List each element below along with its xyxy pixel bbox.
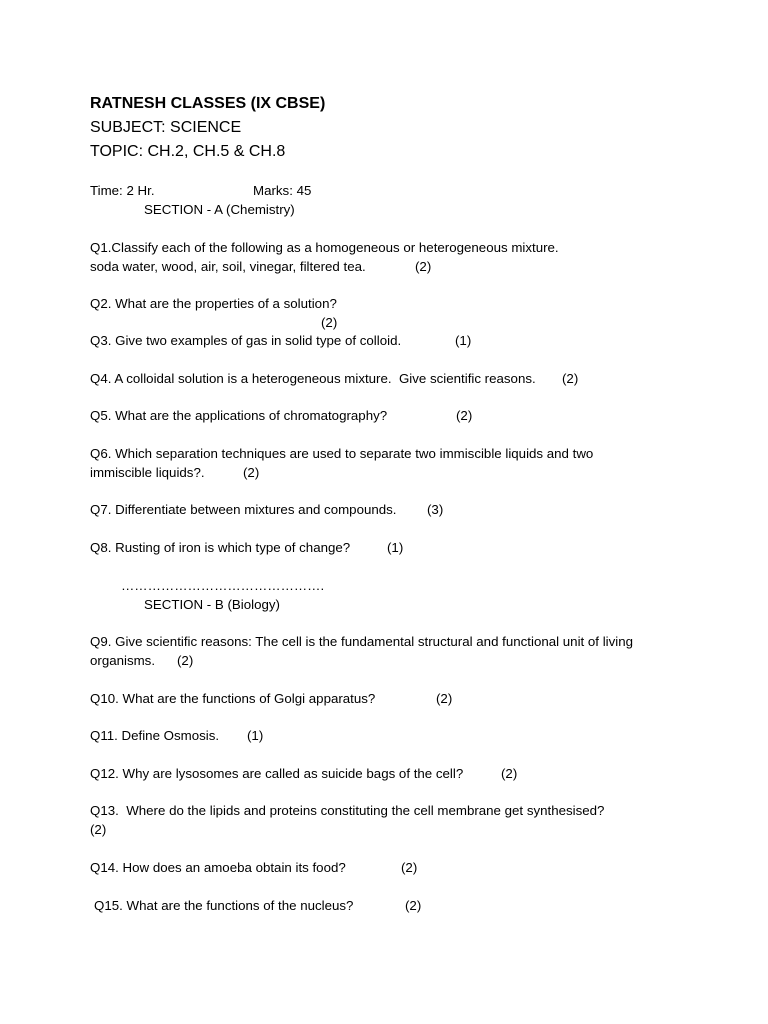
- question-9-line-1: Q9. Give scientific reasons: The cell is the fundamental structural and functional unit of living: [90, 634, 633, 649]
- question-2-marks: (2): [321, 315, 338, 330]
- question-1-marks: (2): [415, 259, 432, 274]
- question-11-text: Q11. Define Osmosis.: [90, 728, 220, 743]
- question-10-marks: (2): [436, 691, 453, 706]
- question-7-marks: (3): [427, 502, 444, 517]
- question-14-marks: (2): [401, 860, 418, 875]
- question-5-marks: (2): [456, 408, 473, 423]
- question-15-marks: (2): [405, 898, 422, 913]
- question-3-marks: (1): [455, 333, 472, 348]
- section-separator: ……………………………………….: [121, 578, 325, 593]
- question-3-text: Q3. Give two examples of gas in solid type of colloid.: [90, 333, 402, 348]
- question-6-marks: (2): [243, 465, 260, 480]
- section-b-heading: SECTION - B (Biology): [144, 597, 280, 612]
- question-12-marks: (2): [501, 766, 518, 781]
- question-10-text: Q10. What are the functions of Golgi apparatus?: [90, 691, 376, 706]
- question-9-marks: (2): [177, 653, 194, 668]
- marks-label: Marks: 45: [253, 183, 312, 198]
- question-13-text: Q13. Where do the lipids and proteins constituting the cell membrane get synthesised?: [90, 803, 605, 818]
- section-a-heading: SECTION - A (Chemistry): [144, 202, 295, 217]
- question-1-line-1: Q1.Classify each of the following as a homogeneous or heterogeneous mixture.: [90, 240, 559, 255]
- question-13-marks: (2): [90, 822, 107, 837]
- subject-line: SUBJECT: SCIENCE: [90, 119, 242, 136]
- question-2-text: Q2. What are the properties of a solution?: [90, 296, 337, 311]
- question-6-line-2: immiscible liquids?.: [90, 465, 205, 480]
- question-11-marks: (1): [247, 728, 264, 743]
- question-1-line-2: soda water, wood, air, soil, vinegar, filtered tea.: [90, 259, 366, 274]
- topic-line: TOPIC: CH.2, CH.5 & CH.8: [90, 143, 286, 160]
- question-14-text: Q14. How does an amoeba obtain its food?: [90, 860, 346, 875]
- question-4-marks: (2): [562, 371, 579, 386]
- question-8-text: Q8. Rusting of iron is which type of change?: [90, 540, 351, 555]
- question-8-marks: (1): [387, 540, 404, 555]
- institute-title: RATNESH CLASSES (IX CBSE): [90, 95, 326, 112]
- question-6-line-1: Q6. Which separation techniques are used to separate two immiscible liquids and two: [90, 446, 594, 461]
- time-label: Time: 2 Hr.: [90, 183, 155, 198]
- question-9-line-2: organisms.: [90, 653, 156, 668]
- question-5-text: Q5. What are the applications of chromatography?: [90, 408, 388, 423]
- question-4-text: Q4. A colloidal solution is a heterogeneous mixture. Give scientific reasons.: [90, 371, 536, 386]
- question-12-text: Q12. Why are lysosomes are called as suicide bags of the cell?: [90, 766, 464, 781]
- question-7-text: Q7. Differentiate between mixtures and compounds.: [90, 502, 397, 517]
- question-15-text: Q15. What are the functions of the nucleus?: [94, 898, 354, 913]
